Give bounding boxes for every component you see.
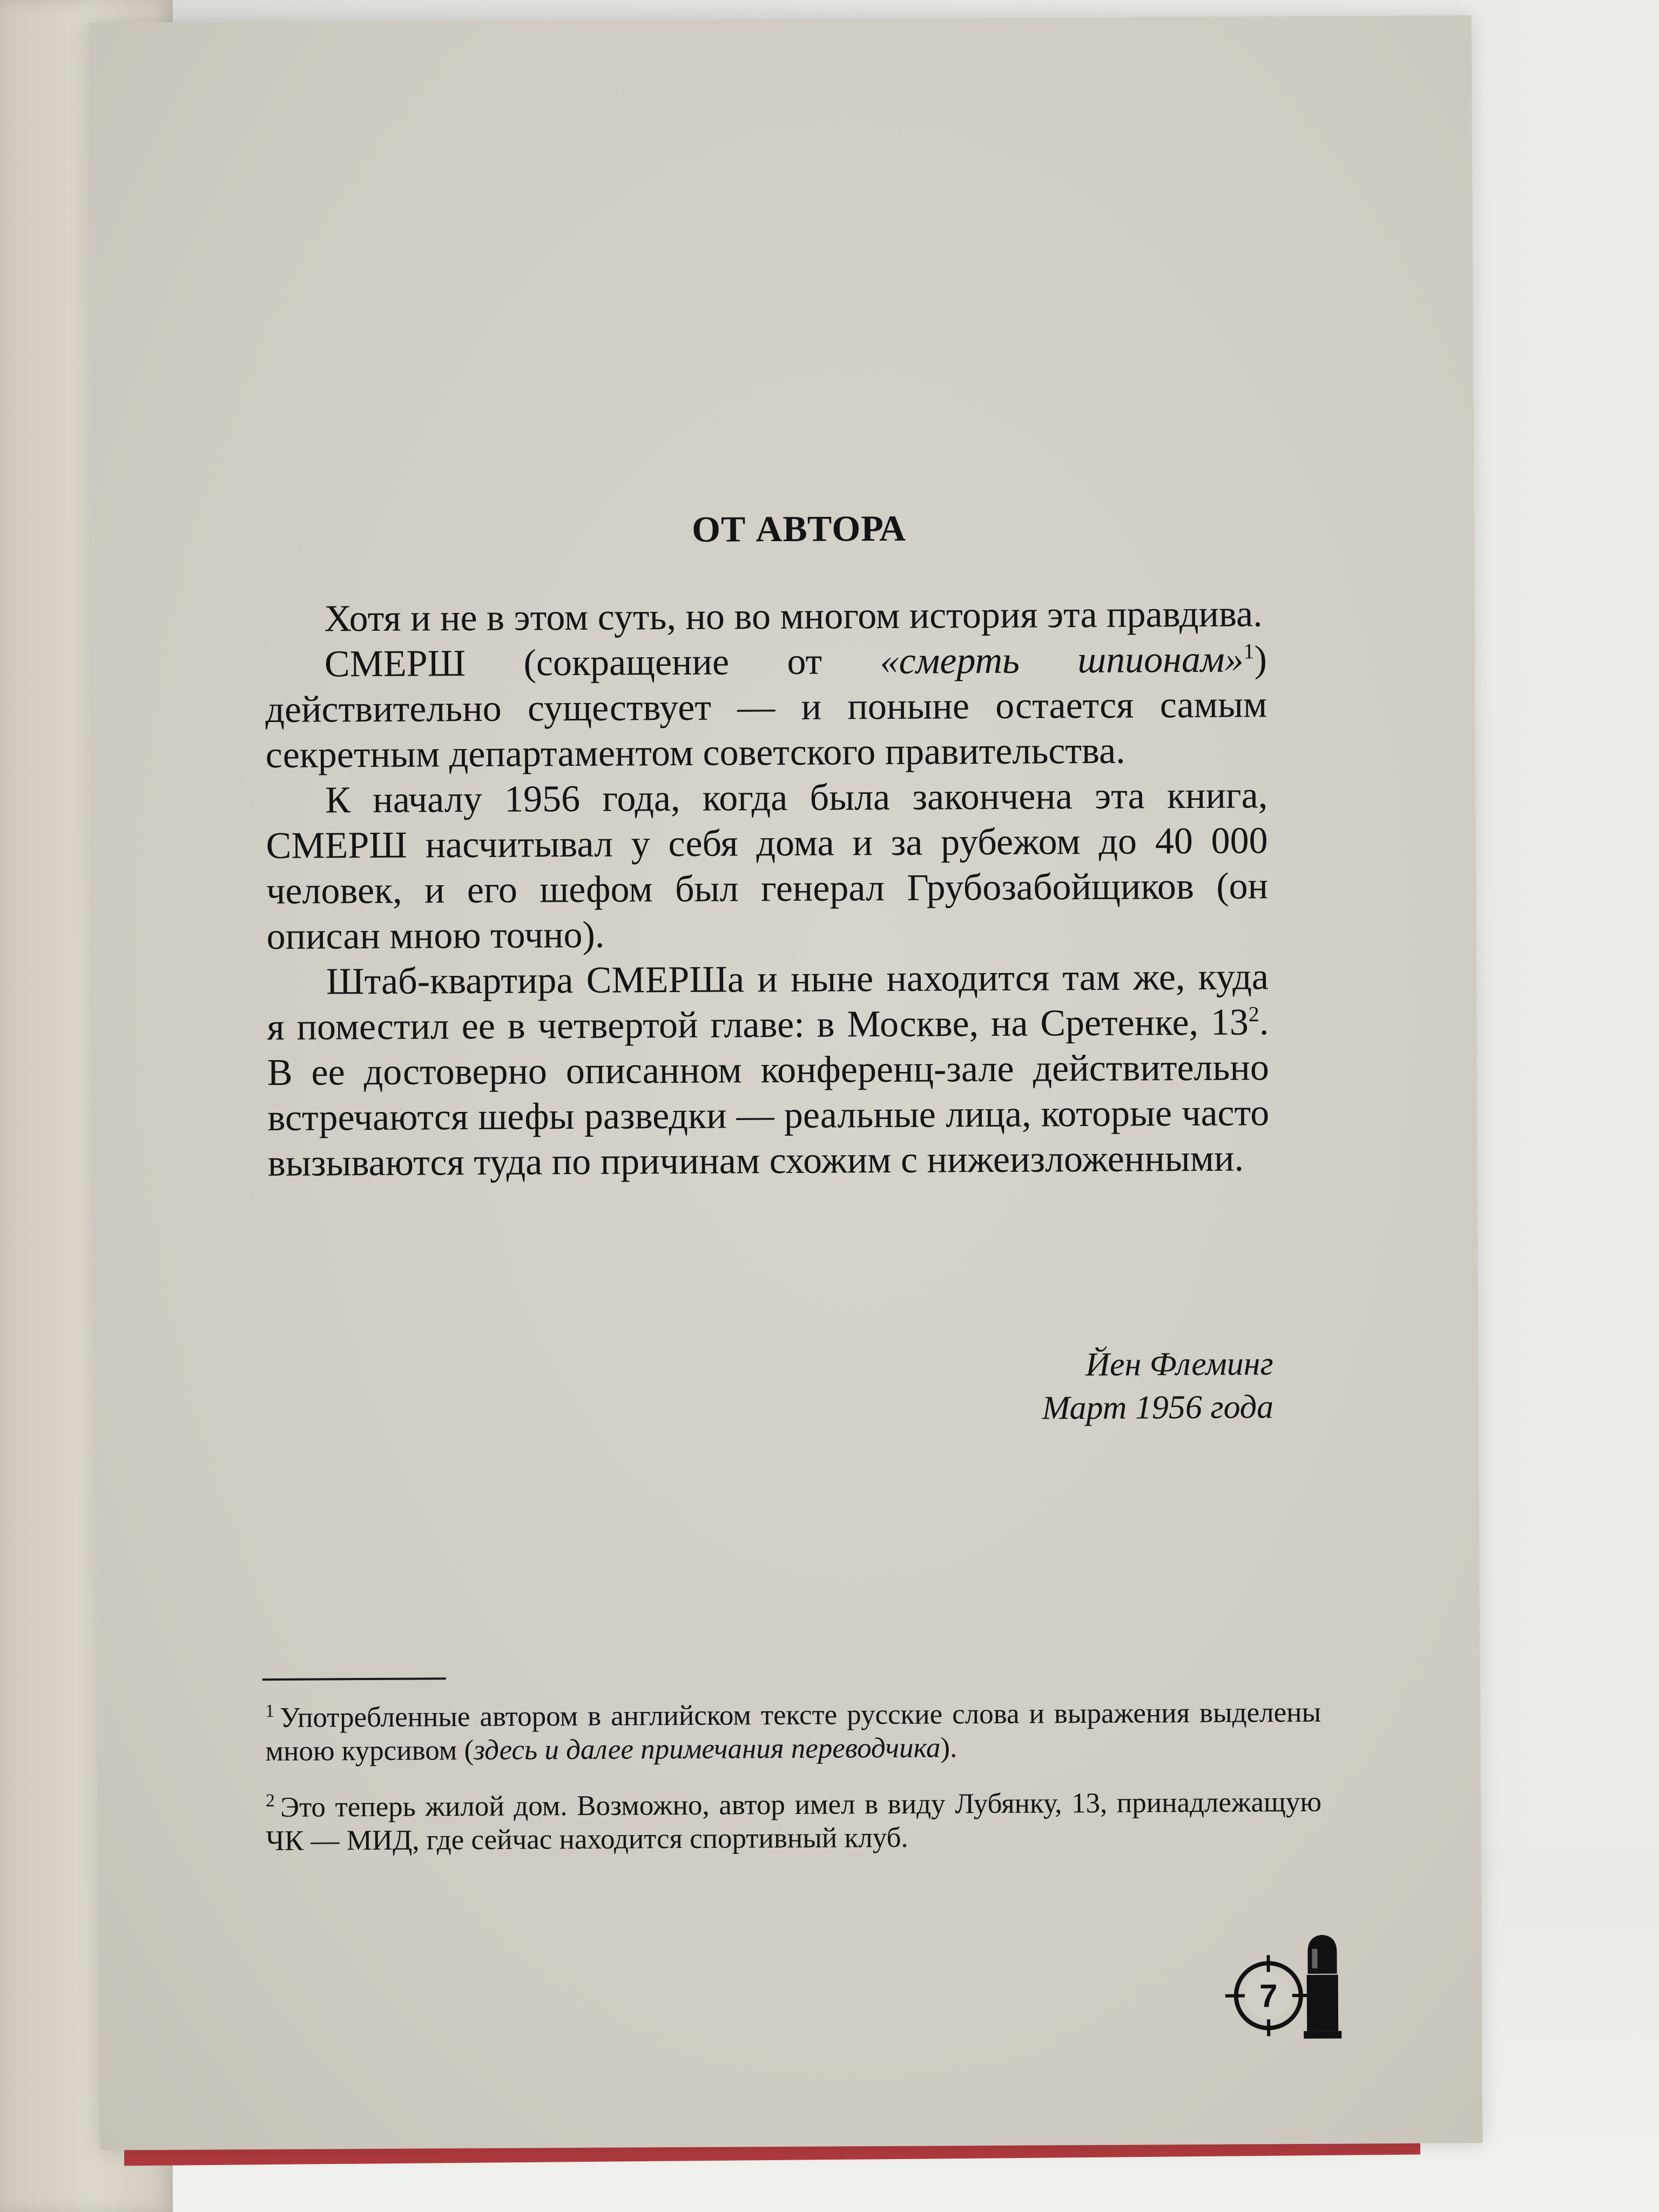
footnote-1-text-start: Употребленные автором в английском тексте русские слова и выражения выделены мною курсивом ( bbox=[265, 1696, 1321, 1768]
footnote-2-number: 2 bbox=[265, 1791, 275, 1811]
book-page bbox=[89, 15, 1483, 2150]
signature-block bbox=[852, 1342, 1274, 1431]
body-text bbox=[265, 591, 1270, 1186]
page-number: 7 bbox=[1259, 1978, 1278, 2014]
signature-date: Март 1956 года bbox=[1042, 1388, 1274, 1427]
paragraph-4 bbox=[267, 954, 1270, 1186]
footnote-ref-1: 1 bbox=[1243, 639, 1255, 664]
footnote-1-italic: здесь и далее примечания переводчика bbox=[474, 1732, 941, 1766]
page-heading: ОТ АВТОРА bbox=[691, 507, 907, 550]
author-name: Йен Флеминг bbox=[1085, 1345, 1273, 1384]
paragraph-2-end: ) действительно существует — и поныне остается самым секретным департаментом советского правительства. bbox=[265, 638, 1267, 777]
paragraph-2 bbox=[265, 637, 1267, 778]
smersh-quote: «смерть шпионам» bbox=[880, 638, 1244, 683]
bullet-cartridge-icon bbox=[1303, 1935, 1341, 2039]
page-number-crosshair-icon bbox=[1211, 1931, 1352, 2050]
paragraph-4-end: . В ее достоверно описанном конференц-зале действительно встречаются шефы разведки — реальные лица, которые часто вызываются туда по причинам схожим с нижеизложенными. bbox=[267, 1001, 1270, 1185]
paragraph-2-start: СМЕРШ (сокращение от bbox=[324, 640, 880, 685]
paragraph-4-start: Штаб-квартира СМЕРШа и ныне находится там же, куда я поместил ее в четвертой главе: в Москве, на Сретенке, 13 bbox=[267, 956, 1269, 1049]
footnote-1-text-end: ). bbox=[940, 1732, 957, 1764]
footnote-divider bbox=[262, 1677, 446, 1681]
paragraph-1: Хотя и не в этом суть, но во многом история эта правдива. bbox=[324, 593, 1263, 640]
paragraph-3: К началу 1956 года, когда была закончена эта книга, СМЕРШ насчитывал у себя дома и за рубежом до 40 000 человек, и его шефом был генерал Грубозабойщиков (он описан мною точно). bbox=[266, 774, 1269, 958]
footnotes bbox=[265, 1696, 1322, 1880]
footnote-2 bbox=[266, 1785, 1322, 1858]
footnote-2-text: Это теперь жилой дом. Возможно, автор имел в виду Лубянку, 13, принадлежащую ЧК — МИД, где сейчас находится спортивный клуб. bbox=[266, 1786, 1322, 1857]
footnote-ref-2: 2 bbox=[1248, 1002, 1259, 1027]
footnote-1-number: 1 bbox=[265, 1701, 275, 1722]
footnote-1 bbox=[265, 1696, 1321, 1768]
